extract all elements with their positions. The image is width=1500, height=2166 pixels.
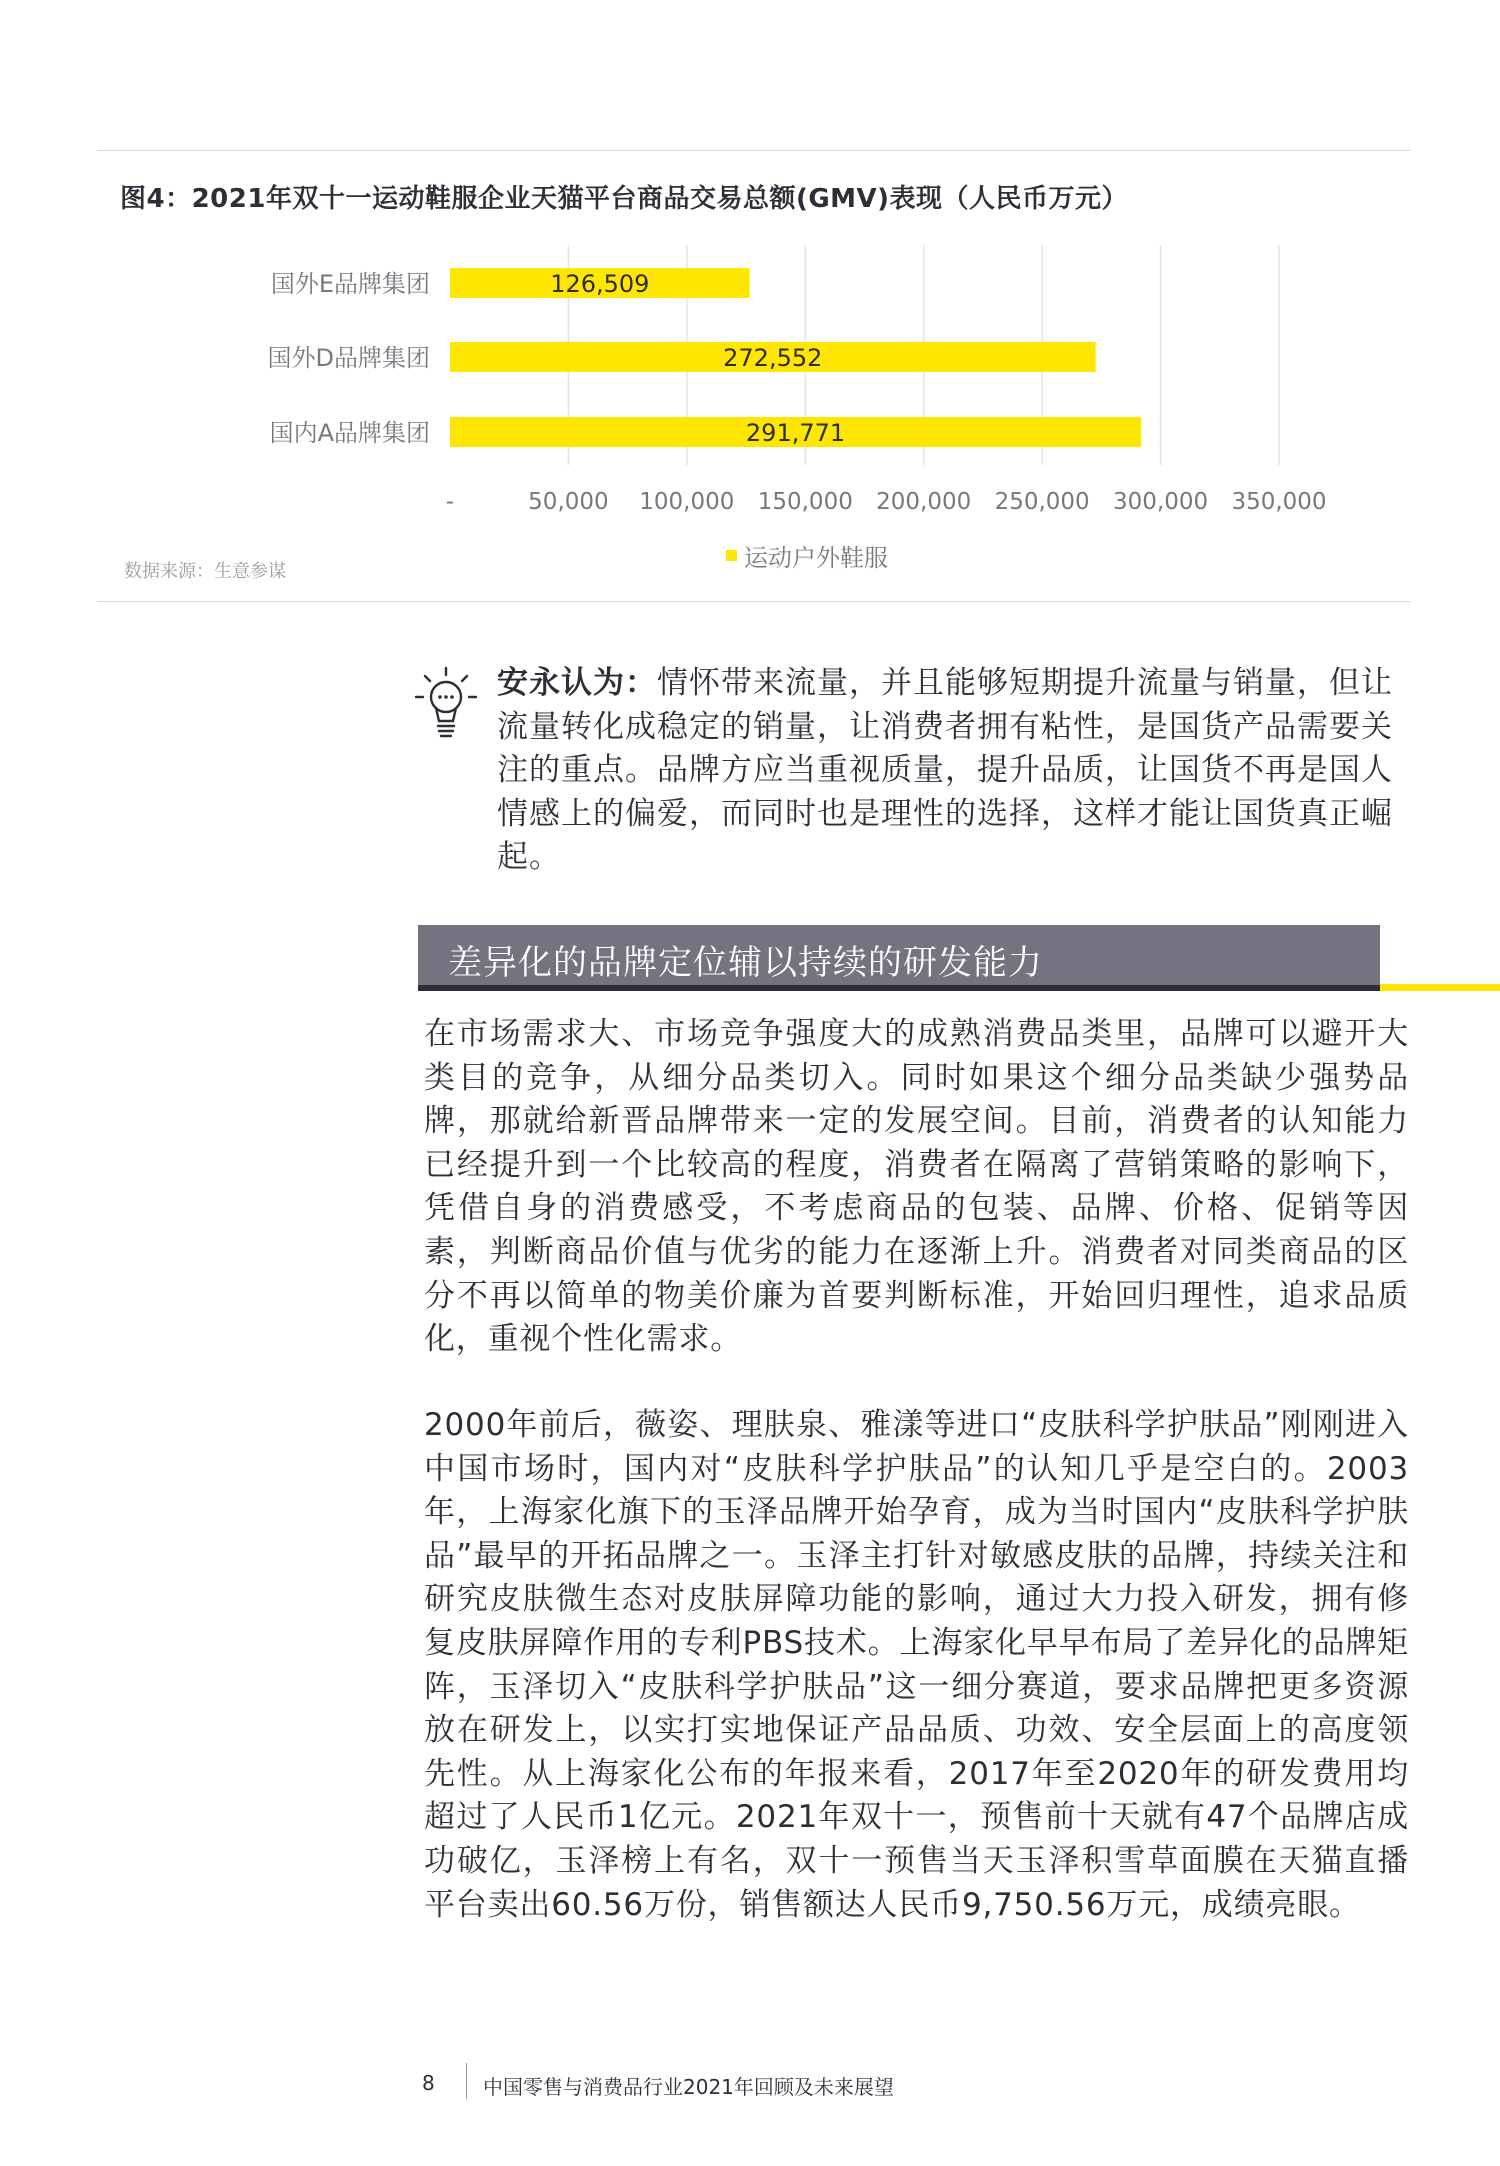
page-number: 8 bbox=[422, 2071, 435, 2095]
x-tick-label-2: 100,000 bbox=[639, 489, 735, 515]
x-tick-label-5: 250,000 bbox=[994, 489, 1090, 515]
body-paragraph-2: 2000年前后，薇姿、理肤泉、雅漾等进口“皮肤科学护肤品”刚刚进入中国市场时，国内对“皮肤科学护肤品”的认知几乎是空白的。2003年，上海家化旗下的玉泽品牌开始孕育，成为当时国内“皮肤科学护肤品”最早的开拓品牌之一。玉泽主打针对敏感皮肤的品牌，持续关注和研究皮肤微生态对皮肤屏障功能的影响，通过大力投入研发，拥有修复皮肤屏障作用的专利PBS技术。上海家化早早布局了差异化的品牌矩阵，玉泽切入“皮肤科学护肤品”这一细分赛道，要求品牌把更多资源放在研发上，以实打实地保证产品品质、功效、安全层面上的高度领先性。从上海家化公布的年报来看，2017年至2020年的研发费用均超过了人民币1亿元。2021年双十一，预售前十天就有47个品牌店成功破亿，玉泽榜上有名，双十一预售当天玉泽积雪草面膜在天猫直播平台卖出60.56万份，销售额达人民币9,750.56万元，成绩亮眼。 bbox=[424, 1407, 1409, 1923]
lightbulb-icon bbox=[413, 665, 479, 749]
x-tick-label-1: 50,000 bbox=[528, 489, 609, 515]
category-labels bbox=[268, 270, 430, 447]
section-title: 差异化的品牌定位辅以持续的研发能力 bbox=[448, 943, 1043, 983]
category-label-3: 国内A品牌集团 bbox=[269, 419, 430, 447]
bottom-divider bbox=[97, 601, 1411, 602]
legend-label: 运动户外鞋服 bbox=[744, 544, 888, 572]
footer-separator bbox=[466, 2063, 467, 2099]
insight-lead: 安永认为： bbox=[497, 665, 657, 701]
body-paragraph-1: 在市场需求大、市场竞争强度大的成熟消费品类里，品牌可以避开大类目的竞争，从细分品类切入。同时如果这个细分品类缺少强势品牌，那就给新晋品牌带来一定的发展空间。目前，消费者的认知能力已经提升到一个比较高的程度，消费者在隔离了营销策略的影响下，凭借自身的消费感受，不考虑商品的包装、品牌、价格、促销等因素，判断商品价值与优劣的能力在逐渐上升。消费者对同类商品的区分不再以简单的物美价廉为首要判断标准，开始回归理性，追求品质化，重视个性化需求。 bbox=[424, 1016, 1409, 1358]
figure-title: 图4：2021年双十一运动鞋服企业天猫平台商品交易总额(GMV)表现（人民币万元） bbox=[120, 184, 1129, 214]
x-tick-label-6: 300,000 bbox=[1113, 489, 1209, 515]
data-source: 数据来源：生意参谋 bbox=[124, 561, 286, 582]
footer-title: 中国零售与消费品行业2021年回顾及未来展望 bbox=[483, 2075, 894, 2099]
x-tick-label-0: - bbox=[445, 489, 455, 515]
value-label-1: 126,509 bbox=[550, 270, 650, 298]
category-label-1: 国外E品牌集团 bbox=[270, 270, 430, 298]
gmv-bar-chart bbox=[0, 0, 1500, 600]
category-label-2: 国外D品牌集团 bbox=[267, 344, 430, 372]
value-label-2: 272,552 bbox=[723, 344, 823, 372]
section-header-underline bbox=[418, 985, 1380, 991]
value-label-3: 291,771 bbox=[745, 419, 846, 447]
ey-insight bbox=[497, 662, 1409, 880]
section-header-accent bbox=[1380, 984, 1500, 991]
legend bbox=[726, 544, 888, 572]
legend-swatch bbox=[726, 550, 737, 561]
x-tick-label-7: 350,000 bbox=[1231, 489, 1327, 515]
x-tick-label-4: 200,000 bbox=[876, 489, 972, 515]
x-tick-labels bbox=[446, 489, 1327, 515]
insight-text: 情怀带来流量，并且能够短期提升流量与销量，但让流量转化成稳定的销量，让消费者拥有粘性，是国货产品需要关注的重点。品牌方应当重视质量，提升品质，让国货不再是国人情感上的偏爱，而同时也是理性的选择，这样才能让国货真正崛起。 bbox=[497, 665, 1393, 875]
x-tick-label-3: 150,000 bbox=[757, 489, 853, 515]
